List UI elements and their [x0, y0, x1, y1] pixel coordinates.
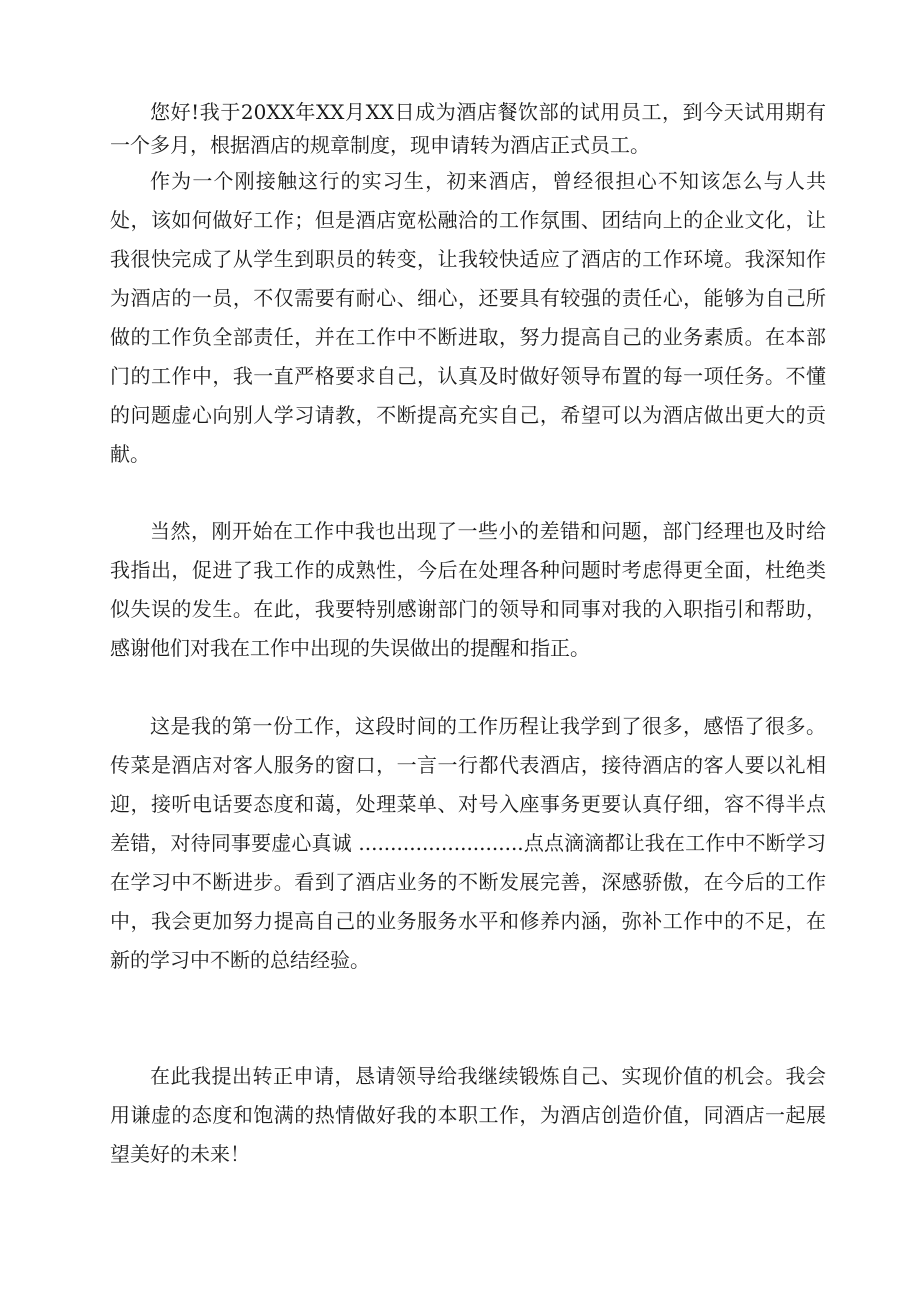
- paragraph-3: 当然，刚开始在工作中我也出现了一些小的差错和问题，部门经理也及时给我指出，促进了我工作的成熟性，今后在处理各种问题时考虑得更全面，杜绝类似失误的发生。在此，我要特别感谢部门的领导和同事对我的入职指引和帮助，感谢他们对我在工作中出现的失误做出的提醒和指正。: [110, 519, 826, 660]
- paragraph-5: 在此我提出转正申请，恳请领导给我继续锻炼自己、实现价值的机会。我会用谦虚的态度和饱满的热情做好我的本职工作，为酒店创造价值，同酒店一起展望美好的未来！: [110, 1064, 826, 1166]
- paragraph-4: 这是我的第一份工作，这段时间的工作历程让我学到了很多，感悟了很多。传菜是酒店对客人服务的窗口，一言一行都代表酒店，接待酒店的客人要以礼相迎，接听电话要态度和蔼，处理菜单、对号入座事务更要认真仔细，容不得半点差错，对待同事要虚心真诚 ..........................点点滴滴都让我在工作中不断学习在学习中不断进步。看到了酒店业务的不断发展完善，深感骄傲，在今后的工作中，我会更加努力提高自己的业务服务水平和修养内涵，弥补工作中的不足，在新的学习中不断的总结经验。: [110, 714, 826, 972]
- paragraph-2: 作为一个刚接触这行的实习生，初来酒店，曾经很担心不知该怎么与人共处，该如何做好工作；但是酒店宽松融洽的工作氛围、团结向上的企业文化，让我很快完成了从学生到职员的转变，让我较快适应了酒店的工作环境。我深知作为酒店的一员，不仅需要有耐心、细心，还要具有较强的责任心，能够为自己所做的工作负全部责任，并在工作中不断进取，努力提高自己的业务素质。在本部门的工作中，我一直严格要求自己，认真及时做好领导布置的每一项任务。不懂的问题虚心向别人学习请教，不断提高充实自己，希望可以为酒店做出更大的贡献。: [110, 169, 826, 466]
- paragraph-1: 您好!我于20XX年XX月XX日成为酒店餐饮部的试用员工，到今天试用期有一个多月，根据酒店的规章制度，现申请转为酒店正式员工。: [110, 100, 826, 157]
